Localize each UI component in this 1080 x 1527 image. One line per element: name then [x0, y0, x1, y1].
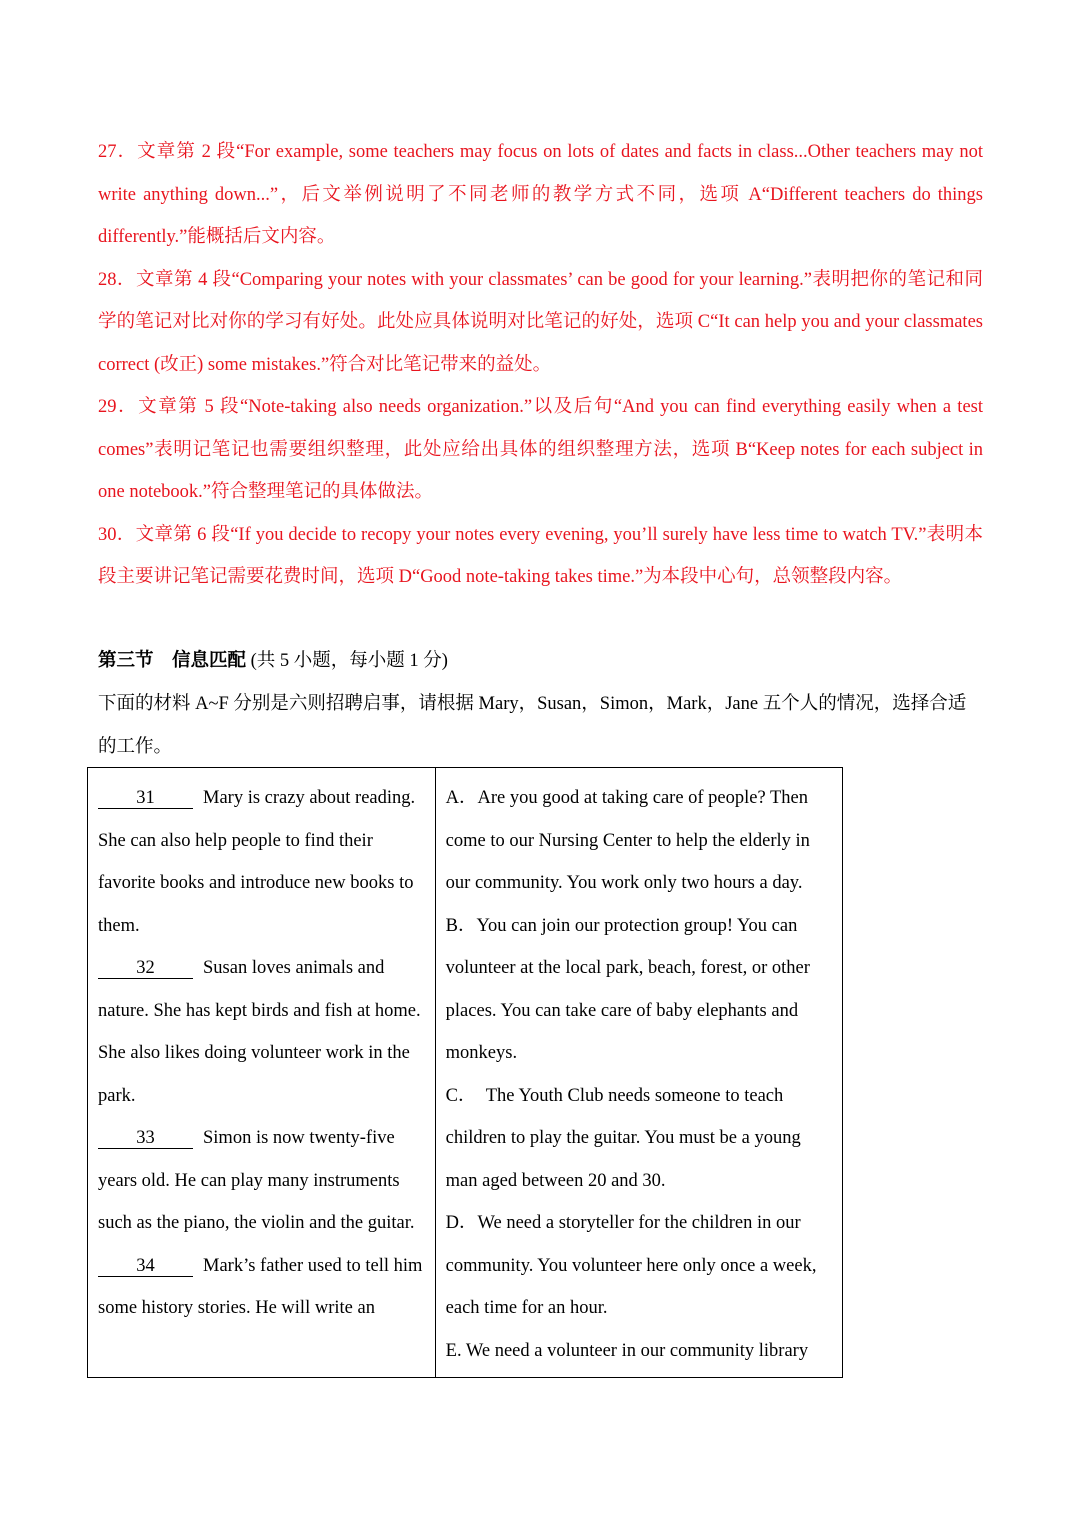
job-option-c: C． The Youth Club needs someone to teach children to play the guitar. You must be a young man aged between 20 and 30.	[445, 1085, 801, 1191]
person-entry-34	[98, 1245, 425, 1330]
answer-blank-34[interactable]: 34	[98, 1257, 193, 1277]
section-instruction: 下面的材料 A~F 分别是六则招聘启事，请根据 Mary，Susan，Simon，Mark，Jane 五个人的情况，选择合适的工作。	[98, 694, 967, 757]
job-option-b: B．You can join our protection group! You can volunteer at the local park, beach, forest, or other places. You can take care of baby elephants and monkeys.	[445, 915, 810, 1063]
person-text: Susan loves animals and nature. She has kept birds and fish at home. She also likes doing volunteer work in the park.	[98, 958, 421, 1106]
job-option-d: D．We need a storyteller for the children in our community. You volunteer here only once a week, each time for an hour.	[445, 1213, 817, 1318]
person-text: Mary is crazy about reading. She can also help people to find their favorite books and introduce new books to them.	[98, 788, 416, 936]
answer-blank-32[interactable]: 32	[98, 959, 193, 979]
job-option-e: E. We need a volunteer in our community library	[445, 1340, 809, 1361]
people-column	[88, 768, 436, 1378]
person-entry-33	[98, 1117, 425, 1245]
person-text: Mark’s father used to tell him some history stories. He will write an	[98, 1255, 423, 1318]
job-option-a: A．Are you good at taking care of people? Then come to our Nursing Center to help the elderly in our community. You work only two hours a day.	[445, 788, 810, 893]
answer-blank-33[interactable]: 33	[98, 1129, 193, 1149]
explanation-27: 27．文章第 2 段“For example, some teachers may focus on lots of dates and facts in class...Other teachers may not write anything down...”，后文举例说明了不同老师的教学方式不同，选项 A“Different teachers do things differently.”能概括后文内容。	[98, 142, 983, 247]
answer-explanations	[98, 131, 983, 599]
explanation-30: 30．文章第 6 段“If you decide to recopy your notes every evening, you’ll surely have less time to watch TV.”表明本段主要讲记笔记需要花费时间，选项 D“Good note-taking takes time.”为本段中心句，总领整段内容。	[98, 524, 983, 587]
section-heading	[98, 640, 983, 683]
section-title: 第三节 信息匹配	[98, 651, 247, 671]
matching-table	[87, 767, 843, 1378]
person-text: Simon is now twenty-five years old. He can play many instruments such as the piano, the violin and the guitar.	[98, 1128, 415, 1233]
answer-blank-31[interactable]: 31	[98, 789, 193, 809]
jobs-column	[435, 768, 842, 1378]
person-entry-32	[98, 947, 425, 1117]
person-entry-31	[98, 777, 425, 947]
explanation-29: 29．文章第 5 段“Note-taking also needs organization.”以及后句“And you can find everything easily when a test comes”表明记笔记也需要组织整理，此处应给出具体的组织整理方法，选项 B“Keep notes for each subject in one notebook.”符合整理笔记的具体做法。	[98, 397, 983, 502]
explanation-28: 28．文章第 4 段“Comparing your notes with your classmates’ can be good for your learning.”表明把你的笔记和同学的笔记对比对你的学习有好处。此处应具体说明对比笔记的好处，选项 C“It can help you and your classmates correct (改正) some mistakes.”符合对比笔记带来的益处。	[98, 269, 983, 375]
section-note: (共 5 小题，每小题 1 分)	[250, 651, 448, 671]
